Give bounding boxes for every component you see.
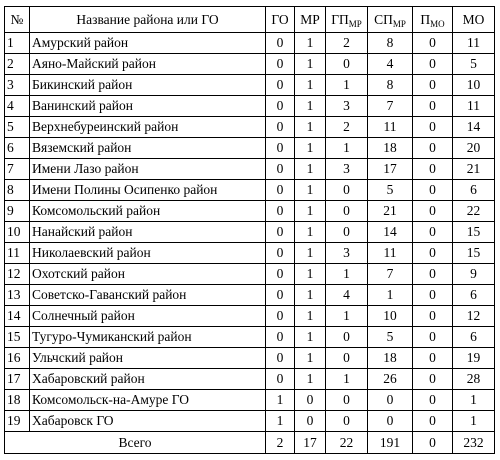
cell-name: Верхнебуреинский район: [30, 117, 266, 138]
cell-gp: 0: [326, 201, 368, 222]
cell-mo: 15: [453, 222, 495, 243]
cell-num: 4: [5, 96, 30, 117]
cell-p: 0: [413, 201, 453, 222]
cell-gp: 0: [326, 390, 368, 411]
cell-name: Солнечный район: [30, 306, 266, 327]
cell-mo: 11: [453, 33, 495, 54]
cell-sp: 26: [368, 369, 413, 390]
cell-p: 0: [413, 222, 453, 243]
cell-p: 0: [413, 54, 453, 75]
cell-mo: 11: [453, 96, 495, 117]
cell-name: Амурский район: [30, 33, 266, 54]
table-row: [5, 327, 495, 348]
cell-mo: 6: [453, 327, 495, 348]
cell-num: 1: [5, 33, 30, 54]
cell-mr: 1: [295, 96, 326, 117]
total-row: [5, 432, 495, 454]
cell-go: 0: [266, 138, 295, 159]
header-num: №: [5, 7, 30, 33]
cell-name: Бикинский район: [30, 75, 266, 96]
cell-go: 0: [266, 117, 295, 138]
total-mo: 232: [453, 432, 495, 454]
cell-mo: 6: [453, 285, 495, 306]
cell-p: 0: [413, 243, 453, 264]
cell-go: 0: [266, 369, 295, 390]
cell-mo: 28: [453, 369, 495, 390]
cell-mr: 1: [295, 243, 326, 264]
table-row: [5, 96, 495, 117]
cell-mr: 1: [295, 327, 326, 348]
cell-name: Нанайский район: [30, 222, 266, 243]
cell-mr: 1: [295, 54, 326, 75]
cell-mo: 9: [453, 264, 495, 285]
header-gp-sub: МР: [348, 18, 362, 29]
cell-gp: 1: [326, 369, 368, 390]
cell-mo: 6: [453, 180, 495, 201]
cell-mo: 1: [453, 411, 495, 432]
total-mr: 17: [295, 432, 326, 454]
cell-mr: 1: [295, 348, 326, 369]
cell-name: Советско-Гаванский район: [30, 285, 266, 306]
cell-p: 0: [413, 96, 453, 117]
cell-sp: 11: [368, 117, 413, 138]
cell-p: 0: [413, 348, 453, 369]
cell-sp: 7: [368, 96, 413, 117]
cell-mr: 0: [295, 411, 326, 432]
table-row: [5, 138, 495, 159]
cell-num: 6: [5, 138, 30, 159]
cell-sp: 18: [368, 348, 413, 369]
cell-mo: 10: [453, 75, 495, 96]
cell-sp: 21: [368, 201, 413, 222]
cell-mo: 19: [453, 348, 495, 369]
cell-go: 0: [266, 243, 295, 264]
cell-mr: 1: [295, 285, 326, 306]
header-name: Название района или ГО: [30, 7, 266, 33]
cell-mr: 1: [295, 138, 326, 159]
cell-go: 0: [266, 327, 295, 348]
cell-p: 0: [413, 159, 453, 180]
cell-num: 5: [5, 117, 30, 138]
cell-gp: 0: [326, 411, 368, 432]
total-p: 0: [413, 432, 453, 454]
cell-sp: 4: [368, 54, 413, 75]
cell-p: 0: [413, 285, 453, 306]
cell-num: 9: [5, 201, 30, 222]
cell-go: 0: [266, 159, 295, 180]
cell-num: 15: [5, 327, 30, 348]
header-gp-main: ГП: [331, 11, 349, 27]
cell-gp: 3: [326, 96, 368, 117]
table-row: [5, 306, 495, 327]
header-p-sub: МО: [430, 18, 445, 29]
cell-gp: 0: [326, 180, 368, 201]
table-row: [5, 180, 495, 201]
cell-mo: 22: [453, 201, 495, 222]
cell-num: 19: [5, 411, 30, 432]
header-sp-sub: МР: [392, 18, 406, 29]
cell-num: 10: [5, 222, 30, 243]
cell-go: 0: [266, 33, 295, 54]
cell-go: 0: [266, 54, 295, 75]
table-row: [5, 159, 495, 180]
cell-gp: 0: [326, 327, 368, 348]
cell-name: Комсомольск-на-Амуре ГО: [30, 390, 266, 411]
cell-mr: 1: [295, 369, 326, 390]
cell-mr: 0: [295, 390, 326, 411]
header-gp: [326, 7, 368, 33]
table-row: [5, 54, 495, 75]
cell-name: Комсомольский район: [30, 201, 266, 222]
cell-mr: 1: [295, 201, 326, 222]
cell-p: 0: [413, 180, 453, 201]
cell-mo: 5: [453, 54, 495, 75]
cell-name: Хабаровский район: [30, 369, 266, 390]
cell-sp: 10: [368, 306, 413, 327]
cell-num: 13: [5, 285, 30, 306]
cell-num: 14: [5, 306, 30, 327]
cell-p: 0: [413, 75, 453, 96]
cell-sp: 5: [368, 327, 413, 348]
cell-go: 0: [266, 75, 295, 96]
table-row: [5, 33, 495, 54]
header-mo: МО: [453, 7, 495, 33]
cell-num: 18: [5, 390, 30, 411]
cell-p: 0: [413, 138, 453, 159]
cell-sp: 0: [368, 390, 413, 411]
cell-mo: 1: [453, 390, 495, 411]
cell-name: Имени Полины Осипенко район: [30, 180, 266, 201]
cell-num: 12: [5, 264, 30, 285]
cell-sp: 11: [368, 243, 413, 264]
cell-name: Имени Лазо район: [30, 159, 266, 180]
cell-gp: 3: [326, 159, 368, 180]
cell-go: 0: [266, 264, 295, 285]
cell-mr: 1: [295, 75, 326, 96]
cell-sp: 17: [368, 159, 413, 180]
cell-num: 2: [5, 54, 30, 75]
cell-sp: 18: [368, 138, 413, 159]
cell-p: 0: [413, 117, 453, 138]
header-p-main: П: [420, 11, 431, 27]
cell-mo: 14: [453, 117, 495, 138]
cell-gp: 1: [326, 75, 368, 96]
table-row: [5, 285, 495, 306]
cell-name: Охотский район: [30, 264, 266, 285]
cell-p: 0: [413, 327, 453, 348]
cell-name: Ванинский район: [30, 96, 266, 117]
cell-gp: 0: [326, 54, 368, 75]
cell-p: 0: [413, 33, 453, 54]
table-row: [5, 348, 495, 369]
header-go: ГО: [266, 7, 295, 33]
cell-num: 7: [5, 159, 30, 180]
cell-num: 8: [5, 180, 30, 201]
cell-go: 0: [266, 180, 295, 201]
header-row: [5, 7, 495, 33]
cell-go: 0: [266, 222, 295, 243]
cell-sp: 0: [368, 411, 413, 432]
header-mr: МР: [295, 7, 326, 33]
cell-go: 1: [266, 411, 295, 432]
table-row: [5, 369, 495, 390]
table-row: [5, 390, 495, 411]
cell-mr: 1: [295, 264, 326, 285]
cell-go: 0: [266, 306, 295, 327]
cell-num: 3: [5, 75, 30, 96]
cell-go: 1: [266, 390, 295, 411]
cell-sp: 8: [368, 33, 413, 54]
header-p: [413, 7, 453, 33]
total-sp: 191: [368, 432, 413, 454]
cell-sp: 8: [368, 75, 413, 96]
table-row: [5, 264, 495, 285]
cell-gp: 2: [326, 33, 368, 54]
cell-gp: 0: [326, 348, 368, 369]
header-sp: [368, 7, 413, 33]
table-row: [5, 75, 495, 96]
cell-num: 17: [5, 369, 30, 390]
cell-go: 0: [266, 201, 295, 222]
cell-sp: 5: [368, 180, 413, 201]
cell-mr: 1: [295, 33, 326, 54]
cell-p: 0: [413, 264, 453, 285]
cell-gp: 1: [326, 264, 368, 285]
cell-gp: 4: [326, 285, 368, 306]
cell-gp: 3: [326, 243, 368, 264]
header-sp-main: СП: [374, 11, 393, 27]
cell-mr: 1: [295, 159, 326, 180]
cell-num: 16: [5, 348, 30, 369]
municipal-table: [4, 6, 495, 454]
cell-name: Вяземский район: [30, 138, 266, 159]
cell-gp: 0: [326, 222, 368, 243]
cell-mo: 12: [453, 306, 495, 327]
cell-name: Ульчский район: [30, 348, 266, 369]
table-row: [5, 243, 495, 264]
cell-p: 0: [413, 411, 453, 432]
table-row: [5, 117, 495, 138]
cell-mr: 1: [295, 222, 326, 243]
cell-mo: 21: [453, 159, 495, 180]
cell-sp: 7: [368, 264, 413, 285]
table-body: [5, 33, 495, 432]
cell-mr: 1: [295, 306, 326, 327]
table-row: [5, 201, 495, 222]
cell-gp: 1: [326, 306, 368, 327]
cell-sp: 14: [368, 222, 413, 243]
cell-sp: 1: [368, 285, 413, 306]
cell-mr: 1: [295, 117, 326, 138]
cell-mo: 20: [453, 138, 495, 159]
cell-gp: 2: [326, 117, 368, 138]
cell-mo: 15: [453, 243, 495, 264]
cell-mr: 1: [295, 180, 326, 201]
cell-p: 0: [413, 369, 453, 390]
cell-gp: 1: [326, 138, 368, 159]
cell-go: 0: [266, 285, 295, 306]
cell-go: 0: [266, 96, 295, 117]
cell-name: Аяно-Майский район: [30, 54, 266, 75]
cell-go: 0: [266, 348, 295, 369]
cell-num: 11: [5, 243, 30, 264]
total-label: Всего: [5, 432, 266, 454]
table-row: [5, 411, 495, 432]
cell-name: Николаевский район: [30, 243, 266, 264]
cell-p: 0: [413, 306, 453, 327]
cell-name: Хабаровск ГО: [30, 411, 266, 432]
total-gp: 22: [326, 432, 368, 454]
table-row: [5, 222, 495, 243]
cell-p: 0: [413, 390, 453, 411]
cell-name: Тугуро-Чумиканский район: [30, 327, 266, 348]
total-go: 2: [266, 432, 295, 454]
